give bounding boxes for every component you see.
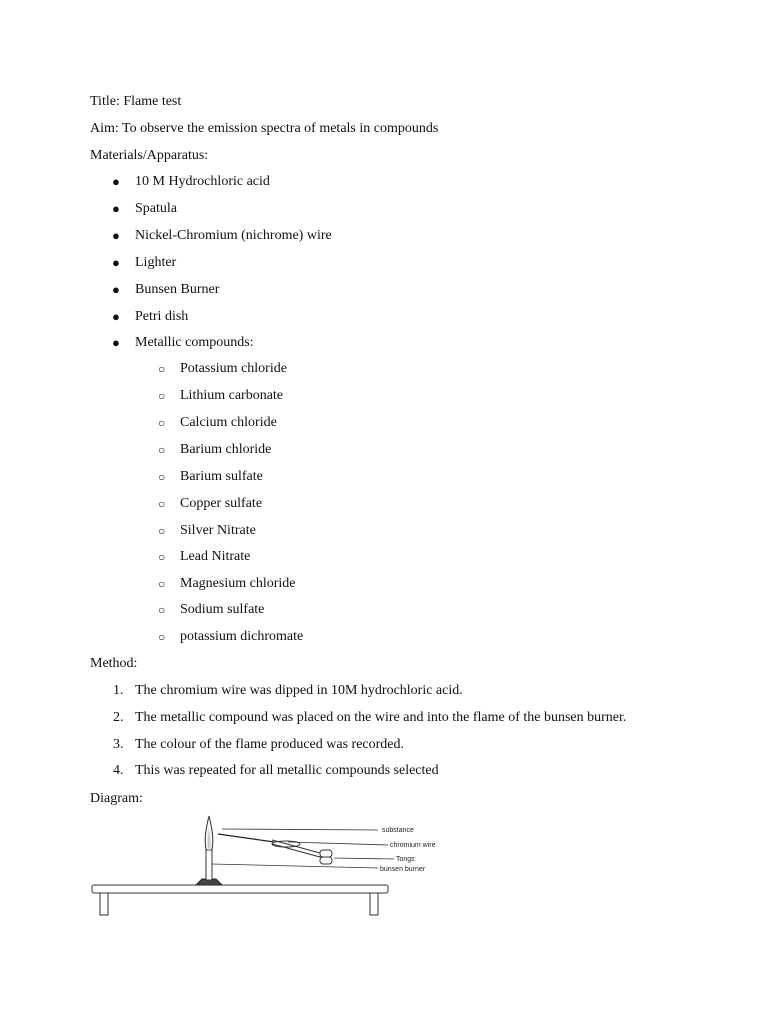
- leader-chromium-wire: [288, 842, 388, 845]
- leader-substance: [222, 829, 378, 830]
- table-leg-left: [100, 893, 108, 915]
- leader-bunsen-burner: [212, 864, 378, 868]
- aim-line: Aim: To observe the emission spectra of metals in compounds: [90, 121, 439, 136]
- sub-bullet-icon: ○: [158, 550, 166, 564]
- title-line: Title: Flame test: [90, 94, 182, 109]
- table-top: [92, 885, 388, 893]
- label-chromium-wire: chromium wire: [390, 842, 436, 849]
- leader-tongs: [334, 858, 394, 859]
- sub-bullet-icon: ○: [158, 497, 166, 511]
- table-leg-right: [370, 893, 378, 915]
- label-substance: substance: [382, 827, 414, 834]
- chromium-wire: [218, 834, 274, 842]
- flame-test-diagram: [88, 814, 440, 918]
- tongs-handle-lower: [320, 857, 332, 864]
- sub-bullet-icon: ○: [158, 443, 166, 457]
- bullet-icon: ●: [112, 201, 120, 216]
- tongs-handle-upper: [320, 850, 332, 857]
- bullet-icon: ●: [112, 228, 120, 243]
- sub-bullet-icon: ○: [158, 524, 166, 538]
- sub-bullet-icon: ○: [158, 577, 166, 591]
- sub-bullet-icon: ○: [158, 630, 166, 644]
- document-page: Title: Flame test Aim: To observe the emission spectra of metals in compounds Materials/Apparatus: ● 10 M Hydrochloric acid ● Spatula ● Nickel-Chromium (nichrome) wire ● Lighter ● Bunsen Burner ● Petri dish ● Metallic compounds: ○ Potassium chloride ○ Lithium carbonate ○ Calcium chloride ○ Barium chloride ○ Barium sulfate ○ Copper sulfate ○ Silver Nitrate ○ Lead Nitrate ○ Magnesium chloride ○ Sodium sulfate ○ potassium dichromate Method: 1. The chromium wire was dipped in 10M hydrochloric acid. 2. The metallic compound was placed on the wire and into the flame of the bunsen burner. 3. The colour of the flame produced was recorded. 4. This was repeated for all metallic compounds selected Diagram: substance chromium wire Tongs bunsen burner: [0, 0, 768, 1024]
- sub-bullet-icon: ○: [158, 416, 166, 430]
- diagram-heading: Diagram:: [90, 791, 143, 806]
- bullet-icon: ●: [112, 255, 120, 270]
- bullet-icon: ●: [112, 335, 120, 350]
- bullet-icon: ●: [112, 282, 120, 297]
- method-heading: Method:: [90, 656, 138, 671]
- bullet-icon: ●: [112, 174, 120, 189]
- sub-bullet-icon: ○: [158, 362, 166, 376]
- sub-bullet-icon: ○: [158, 603, 166, 617]
- sub-bullet-icon: ○: [158, 470, 166, 484]
- label-tongs: Tongs: [396, 856, 415, 863]
- label-bunsen-burner: bunsen burner: [380, 866, 426, 873]
- burner-tube: [206, 850, 212, 880]
- sub-bullet-icon: ○: [158, 389, 166, 403]
- materials-heading: Materials/Apparatus:: [90, 148, 209, 163]
- bullet-icon: ●: [112, 309, 120, 324]
